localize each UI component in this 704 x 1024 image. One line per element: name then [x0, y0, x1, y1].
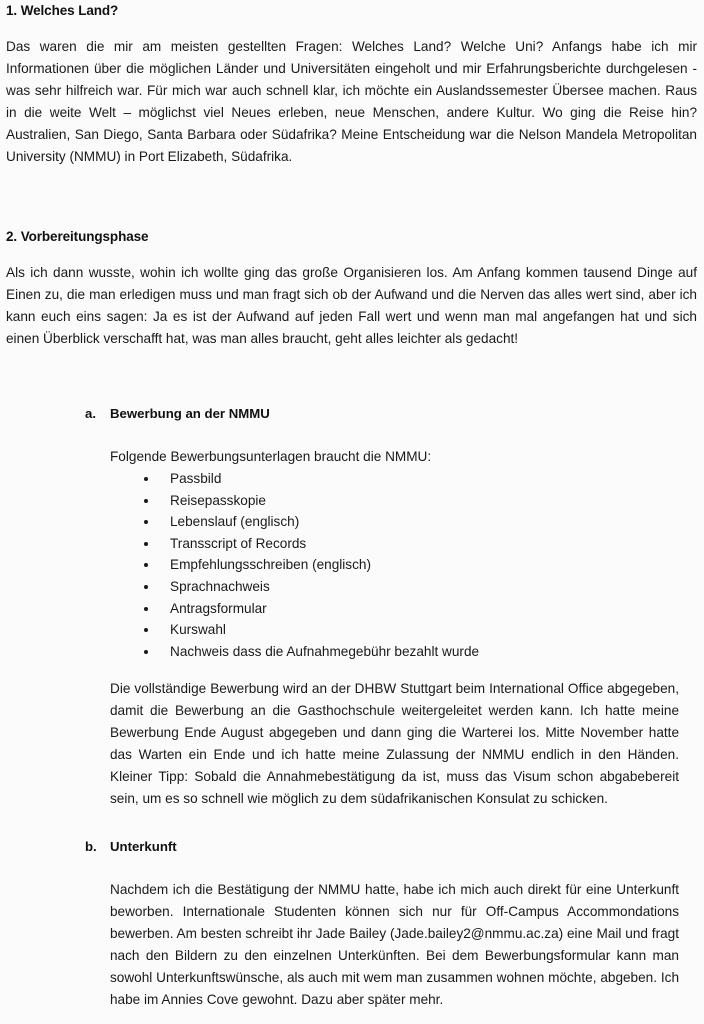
subsection-a-lead: Folgende Bewerbungsunterlagen braucht die NMMU: — [110, 449, 432, 464]
bullet-dot-icon — [144, 520, 148, 524]
subsection-a-body — [110, 678, 679, 810]
section-2-body — [6, 262, 697, 350]
section-2-paragraph: Als ich dann wusste, wohin ich wollte ging das große Organisieren los. Am Anfang kommen tausend Dinge auf Einen zu, die man erledigen muss und man fragt sich ob der Aufwand und die Nerven das alles wert sind, aber ich kann euch eins sagen: Ja es ist der Aufwand auf jeden Fall wert und wenn man mal angefangen hat und sich einen Überblick verschafft hat, was man alles braucht, geht alles leichter als gedacht! — [6, 265, 697, 346]
list-item-label: Passbild — [170, 471, 222, 486]
bullet-dot-icon — [144, 607, 148, 611]
bullet-dot-icon — [144, 499, 148, 503]
section-1 — [6, 3, 698, 18]
list-item-label: Nachweis dass die Aufnahmegebühr bezahlt wurde — [170, 643, 480, 659]
subsection-a-bullet-list-wrap — [110, 468, 680, 662]
subsection-b-body — [110, 879, 679, 1011]
bullet-dot-icon — [144, 542, 148, 546]
list-item-label: Reisepasskopie — [170, 492, 266, 508]
subsection-a-paragraph: Die vollständige Bewerbung wird an der DHBW Stuttgart beim International Office abgegeben, damit die Bewerbung an die Gasthochschule weitergeleitet werden kann. Ich hatte meine Bewerbung Ende August abgegeben und dann ging die Warterei los. Mitte November hatte das Warten ein Ende und ich hatte meine Zulassung der NMMU endlich in den Händen. Kleiner Tipp: Sobald die Annahmebestätigung da ist, muss das Visum schon abgabebereit sein, um es so schnell wie möglich zu dem südafrikanischen Konsulat zu schicken. — [110, 681, 679, 806]
subsection-a-lead-wrap — [110, 446, 680, 468]
list-item — [110, 533, 680, 555]
list-item-label: Kurswahl — [170, 622, 226, 638]
list-item — [110, 576, 680, 598]
list-item — [110, 490, 680, 512]
subsection-b-heading — [85, 839, 685, 854]
subsection-b-title: Unterkunft — [110, 839, 177, 854]
list-item-label: Empfehlungsschreiben (englisch) — [170, 557, 371, 573]
subsection-b-marker: b. — [85, 839, 97, 854]
list-item — [110, 511, 680, 533]
application-documents-list — [110, 468, 680, 662]
list-item — [110, 641, 680, 663]
list-item-label: Transscript of Records — [170, 535, 307, 551]
list-item — [110, 554, 680, 576]
list-item — [110, 619, 680, 641]
list-item-label: Lebenslauf (englisch) — [170, 514, 300, 530]
subsection-a-title: Bewerbung an der NMMU — [110, 406, 270, 421]
list-item — [110, 598, 680, 620]
bullet-dot-icon — [144, 477, 148, 481]
list-item-label: Antragsformular — [170, 600, 267, 616]
bullet-dot-icon — [144, 628, 148, 632]
bullet-dot-icon — [144, 650, 148, 654]
subsection-a-marker: a. — [85, 406, 96, 421]
section-2-heading: 2. Vorbereitungsphase — [6, 229, 149, 244]
section-1-heading: 1. Welches Land? — [6, 3, 119, 18]
bullet-dot-icon — [144, 563, 148, 567]
subsection-a-heading — [85, 406, 685, 421]
list-item — [110, 468, 680, 490]
bullet-dot-icon — [144, 585, 148, 589]
section-1-body — [6, 36, 697, 168]
subsection-b-paragraph: Nachdem ich die Bestätigung der NMMU hatte, habe ich mich auch direkt für eine Unterkunft beworben. Internationale Studenten können sich nur für Off-Campus Accommondations bewerben. Am besten schreibt ihr Jade Bailey (Jade.bailey2@nmmu.ac.za) eine Mail und fragt nach den Bildern zu den einzelnen Unterkünften. Bei dem Bewerbungsformular kann man sowohl Unterkunftswünsche, als auch mit wem man zusammen wohnen möchte, abgeben. Ich habe im Annies Cove gewohnt. Dazu aber später mehr. — [110, 882, 679, 1007]
section-1-paragraph: Das waren die mir am meisten gestellten Fragen: Welches Land? Welche Uni? Anfangs habe ich mir Informationen über die möglichen Länder und Universitäten eingeholt und mir Erfahrungsberichte durchgelesen - was sehr hilfreich war. Für mich war auch schnell klar, ich möchte ein Auslandssemester Übersee machen. Raus in die weite Welt – möglichst viel Neues erleben, neue Menschen, andere Kultur. Wo ging die Reise hin? Australien, San Diego, Santa Barbara oder Südafrika? Meine Entscheidung war die Nelson Mandela Metropolitan University (NMMU) in Port Elizabeth, Südafrika. — [6, 39, 697, 164]
section-2 — [6, 229, 698, 244]
list-item-label: Sprachnachweis — [170, 578, 270, 594]
